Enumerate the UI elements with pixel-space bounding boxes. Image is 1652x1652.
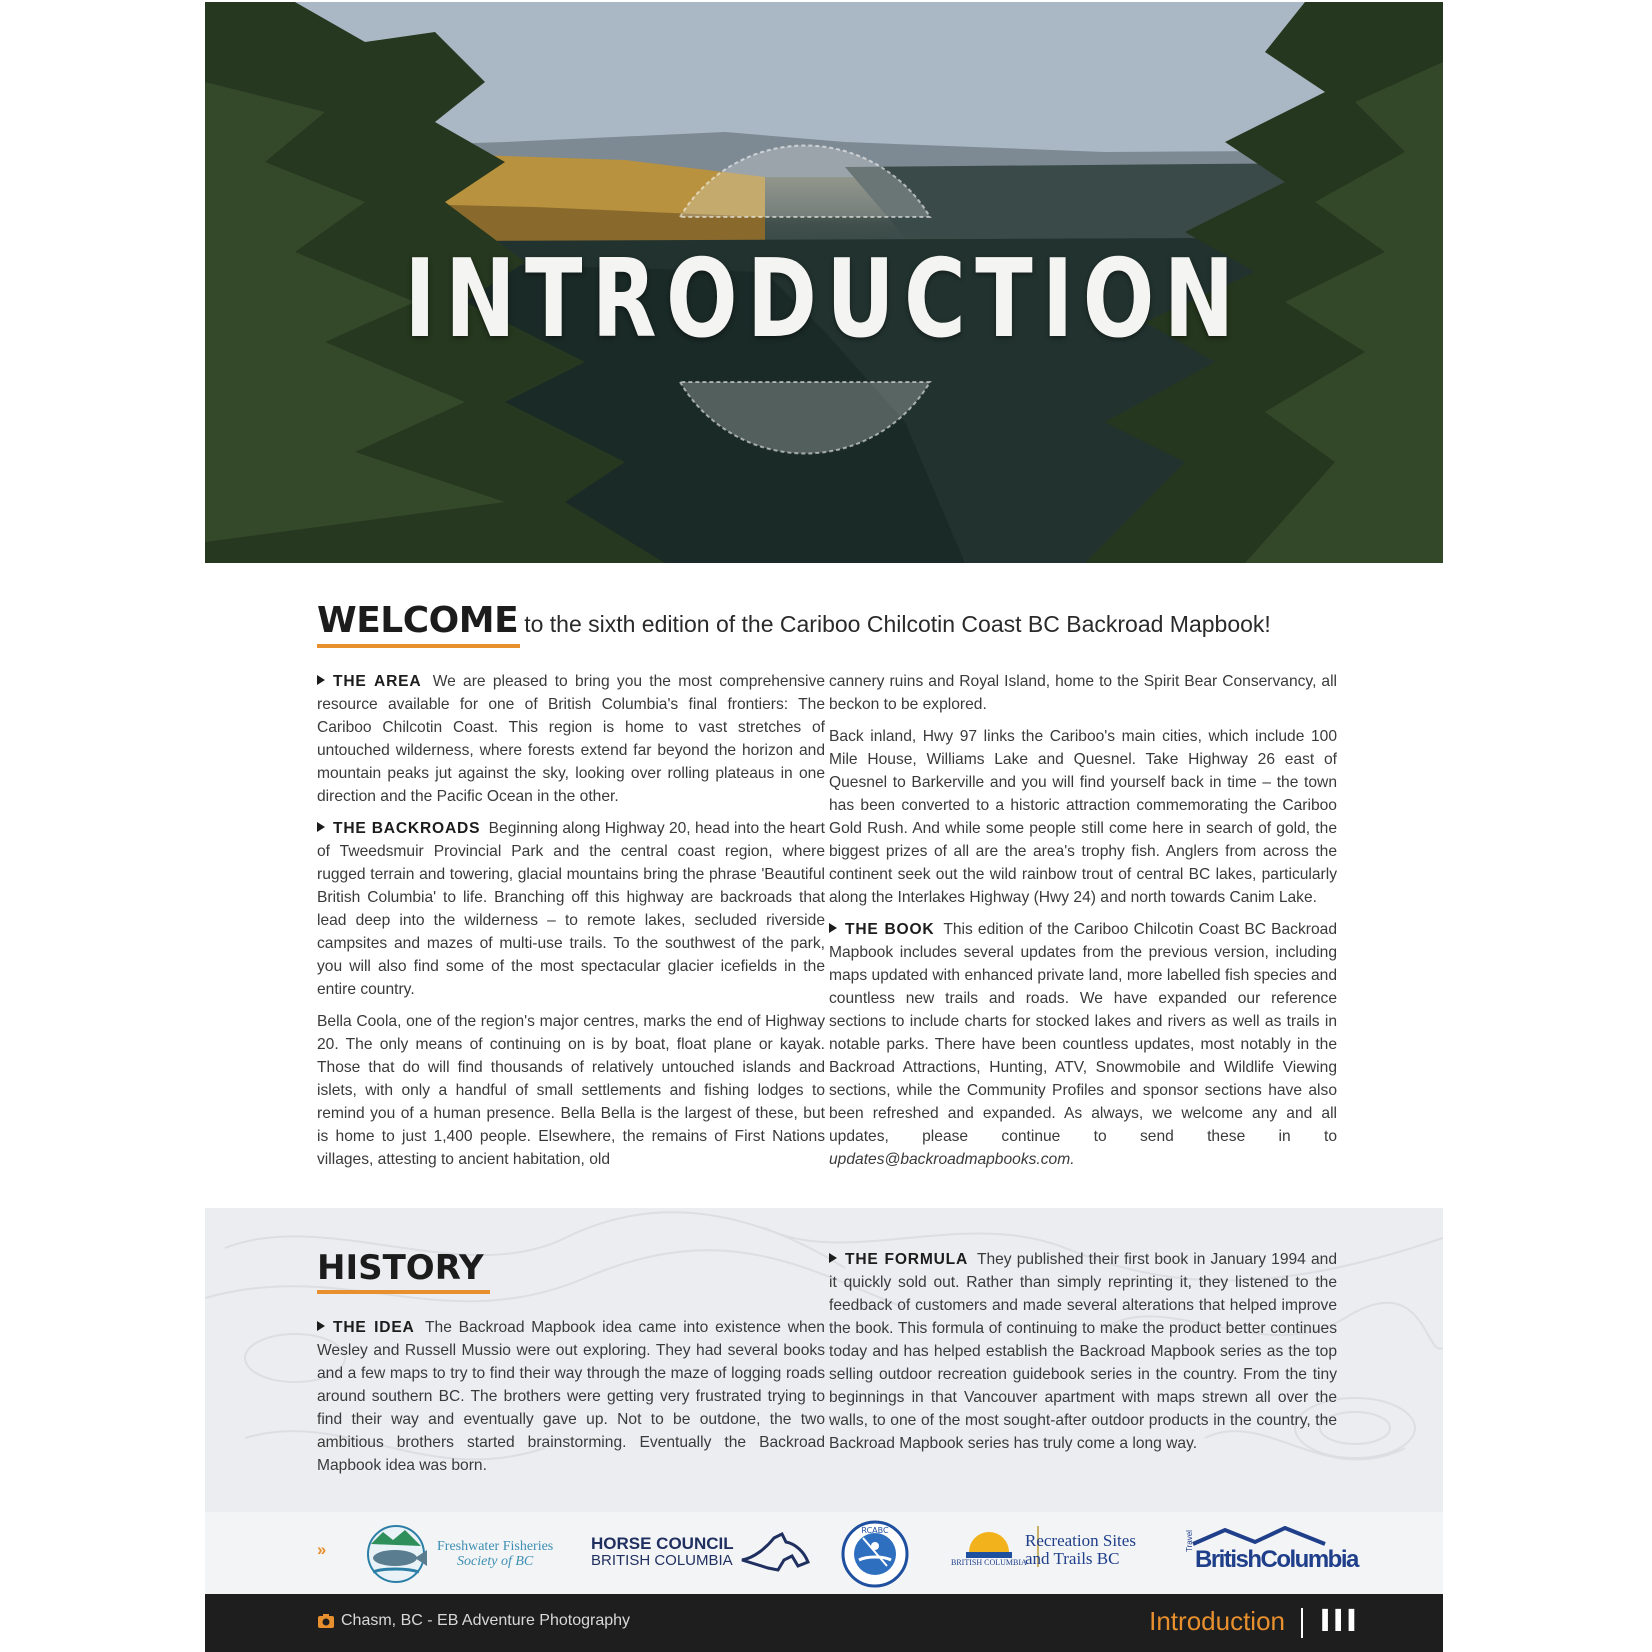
horse-line2: BRITISH COLUMBIA — [591, 1552, 733, 1569]
mountain-icon — [1185, 1526, 1335, 1546]
travel-big: BritishColumbia — [1195, 1546, 1358, 1573]
welcome-left-column — [317, 670, 825, 1180]
hero-title: INTRODUCTION — [404, 237, 1244, 362]
logo-travel-british-columbia[interactable] — [1185, 1526, 1358, 1576]
welcome-right-column — [829, 670, 1337, 1180]
bullet-triangle-icon — [829, 923, 837, 933]
logo-rcabc[interactable] — [841, 1520, 909, 1588]
horse-line1: HORSE COUNCIL — [591, 1534, 734, 1553]
area-lead: THE AREA — [333, 673, 422, 690]
ffsbc-line1: Freshwater Fisheries — [437, 1539, 554, 1554]
photo-credit — [317, 1612, 630, 1630]
bullet-triangle-icon — [317, 675, 325, 685]
paragraph-formula — [829, 1248, 1337, 1455]
paragraph-book — [829, 918, 1337, 1171]
rcabc-text: RCABC — [861, 1526, 889, 1535]
backroads-text: Beginning along Highway 20, head into the heart of Tweedsmuir Provincial Park and the central coast region, where rugged terrain and towering, glacial mountains bring the phrase 'Beautiful British Columbia' to life. Branching off this highway are backroads that lead deep into the wilderness – to remote lakes, secluded riverside campsites and mazes of multi-use trails. To the southwest of the park, you will also find some of the most spectacular glacier icefields in the entire country. — [317, 820, 826, 998]
logo-recreation-sites-trails[interactable] — [1025, 1532, 1136, 1568]
bullet-triangle-icon — [317, 1321, 325, 1331]
welcome-underline — [317, 644, 520, 648]
bc-gov-text: BRITISH COLUMBIA — [951, 1558, 1027, 1567]
paragraph-backroads — [317, 817, 825, 1001]
history-left-column — [317, 1316, 825, 1486]
camera-icon — [317, 1613, 335, 1629]
sponsor-logos — [205, 1512, 1443, 1594]
horse-head-icon — [738, 1530, 810, 1574]
bullet-triangle-icon — [829, 1253, 837, 1263]
email-link[interactable]: updates@backroadmapbooks.com. — [829, 1151, 1075, 1168]
formula-lead: THE FORMULA — [845, 1251, 969, 1268]
logo-freshwater-fisheries[interactable] — [363, 1524, 553, 1584]
backroads-lead: THE BACKROADS — [333, 820, 481, 837]
history-underline — [317, 1290, 490, 1294]
welcome-heading-subtitle: to the sixth edition of the Cariboo Chilcotin Coast BC Backroad Mapbook! — [524, 611, 1271, 637]
ffsbc-line2: Society of BC — [457, 1554, 534, 1569]
idea-text: The Backroad Mapbook idea came into existence when Wesley and Russell Mussio were out exploring. They had several books and a few maps to try to find their way through the maze of logging roads around southern BC. The brothers were getting very frustrated trying to find their way and eventually gave up. Not to be outdone, the two ambitious brothers started brainstorming. Eventually the Backroad Mapbook idea was born. — [317, 1319, 825, 1474]
hero-photo — [205, 2, 1443, 563]
chevron-icon: ›› — [317, 1540, 325, 1559]
kayaker-icon — [841, 1520, 909, 1588]
welcome-heading — [317, 600, 1337, 641]
idea-lead: THE IDEA — [333, 1319, 415, 1336]
book-lead: THE BOOK — [845, 921, 935, 938]
paragraph-area — [317, 670, 825, 808]
history-right-column — [829, 1248, 1337, 1464]
logo-horse-council[interactable] — [591, 1530, 810, 1574]
footer-section-name: Introduction — [1149, 1606, 1285, 1636]
rst-line2: and Trails BC — [1025, 1549, 1120, 1568]
rst-line1: Recreation Sites — [1025, 1531, 1136, 1550]
footer-divider — [1301, 1608, 1303, 1638]
history-title: HISTORY — [317, 1248, 484, 1288]
book-text: This edition of the Cariboo Chilcotin Coast BC Backroad Mapbook includes several updates from the previous version, including maps updated with enhanced private land, more labelled fish species and countless new trails and roads. We have expanded our reference sections to include charts for stocked lakes and rivers as well as trails in notable parks. There have been countless updates, most notably in the Backroad Attractions, Hunting, ATV, Snowmobile and Wildlife Viewing sections, while the Community Profiles and sponsor sections have also been refreshed and expanded. As always, we welcome any and all updates, please continue to send these in to — [829, 921, 1337, 1145]
paragraph-cannery: cannery ruins and Royal Island, home to the Spirit Bear Conservancy, all beckon to be explored. — [829, 673, 1337, 713]
travel-small: Travel — [1185, 1530, 1194, 1552]
page — [205, 0, 1443, 1652]
area-text: We are pleased to bring you the most comprehensive resource available for one of British Columbia's final frontiers: The Cariboo Chilcotin Coast. This region is home to vast stretches of untouched wilderness, where forests extend far beyond the horizon and mountain peaks jut against the sky, looking over rolling plateaus in one direction and the Pacific Ocean in the other. — [317, 673, 825, 805]
bullet-triangle-icon — [317, 822, 325, 832]
fish-icon — [363, 1524, 429, 1584]
paragraph-bella-coola: Bella Coola, one of the region's major centres, marks the end of Highway 20. The only means of continuing on is by boat, float plane or kayak. Those that do will find thousands of relatively untouched islands and islets, with only a handful of small settlements and fishing lodges to remind you of a human presence. Bella Bella is the largest of these, but is home to just 1,400 people. Elsewhere, the remains of First Nations villages, attesting to ancient habitation, old — [317, 1013, 825, 1168]
formula-text: They published their first book in January 1994 and it quickly sold out. Rather than simply reprinting it, they listened to the feedback of customers and made several alterations that helped improve the book. This formula of continuing to make the product better continues today and has helped establish the Backroad Mapbook series as the top selling outdoor recreation guidebook series in the country. From the tiny beginnings in that Vancouver apartment with maps strewn all over the walls, to one of the most sought-after outdoor products in the country, the Backroad Mapbook series has truly come a long way. — [829, 1251, 1337, 1452]
welcome-heading-big: WELCOME — [317, 600, 519, 641]
photo-credit-text: Chasm, BC - EB Adventure Photography — [341, 1612, 631, 1629]
history-section — [205, 1208, 1443, 1512]
sun-icon — [964, 1526, 1014, 1558]
page-footer — [205, 1594, 1443, 1652]
paragraph-idea — [317, 1316, 825, 1477]
paragraph-inland: Back inland, Hwy 97 links the Cariboo's main cities, which include 100 Mile House, Williams Lake and Quesnel. Take Highway 26 east of Quesnel to Barkerville and you will find yourself back in time – the town has been converted to a historic attraction commemorating the Cariboo Gold Rush. And while some people still come here in search of gold, the biggest prizes of all are the area's trophy fish. Anglers from across the continent seek out the wild rainbow trout of central BC lakes, particularly along the Interlakes Highway (Hwy 24) and north towards Canim Lake. — [829, 728, 1337, 906]
page-number: III — [1319, 1604, 1359, 1639]
